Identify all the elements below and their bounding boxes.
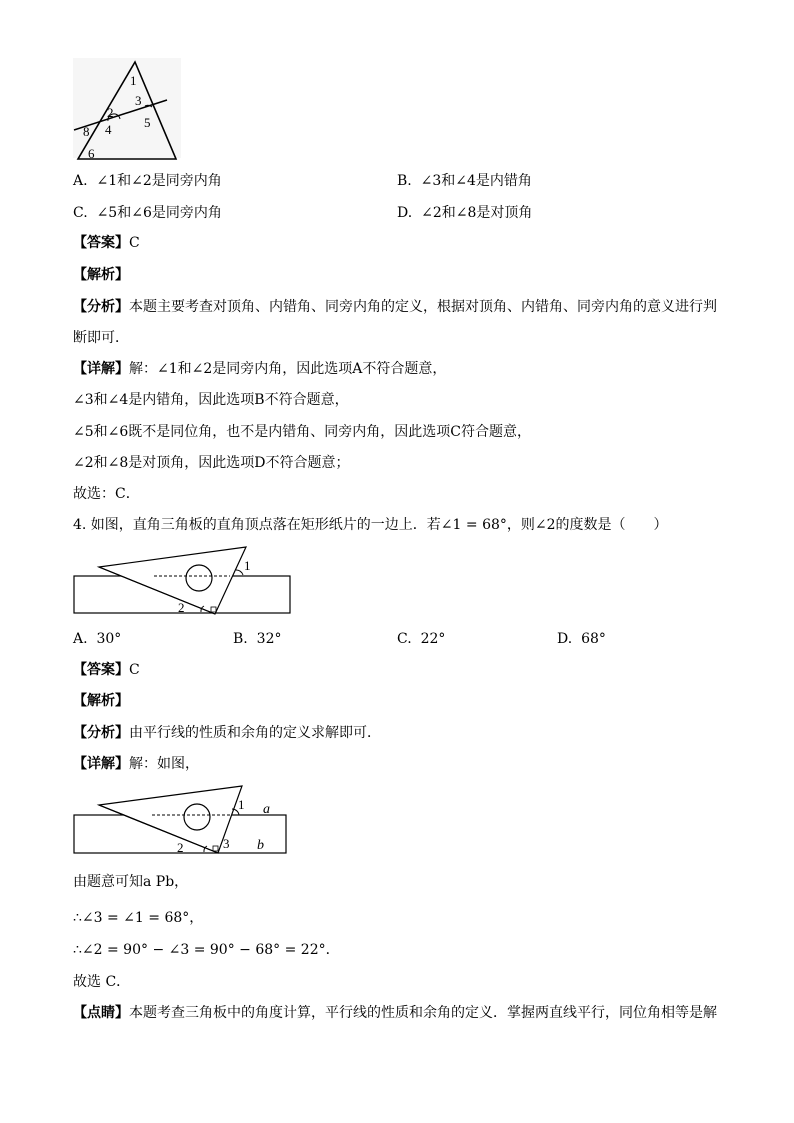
q3-answer-tag: 【答案】 <box>73 235 129 251</box>
q4-analysis-heading: 【解析】 <box>73 693 129 709</box>
q3-analysis-text1: 本题主要考查对顶角、内错角、同旁内角的定义，根据对顶角、内错角、同旁内角的意义进行判 <box>129 299 717 315</box>
q3-detail-tag: 【详解】 <box>73 361 129 377</box>
q3-answer-value: C <box>129 235 140 251</box>
q4-option-b-text: 32° <box>256 631 282 647</box>
q3-analysis-line2: 断即可． <box>73 330 129 346</box>
q4-sol-label-angle1: 1 <box>238 797 245 812</box>
q4-detail-tag: 【详解】 <box>73 756 129 772</box>
q4-figure <box>70 542 295 619</box>
q4-conclusion: 故选 C． <box>73 974 131 990</box>
q3-label-5: 5 <box>144 115 151 130</box>
q3-detail-text1: 解：∠1和∠2是同旁内角，因此选项A不符合题意， <box>129 361 447 377</box>
q4-analysis-text: 由平行线的性质和余角的定义求解即可． <box>129 725 381 741</box>
q4-option-d-letter: D. <box>557 631 573 647</box>
q4-comment-tag: 【点睛】 <box>73 1005 129 1021</box>
q3-analysis-heading: 【解析】 <box>73 267 129 283</box>
q4-sol-label-line-a: a <box>263 802 270 817</box>
q3-label-8: 8 <box>83 124 90 139</box>
q3-option-b <box>397 172 532 190</box>
q4-option-b-letter: B. <box>233 631 248 647</box>
q4-option-d-text: 68° <box>581 631 606 647</box>
q3-label-1: 1 <box>130 73 137 88</box>
q3-detail-line4: ∠2和∠8是对顶角，因此选项D不符合题意； <box>73 455 350 471</box>
q4-sol-label-angle2: 2 <box>177 840 184 855</box>
q3-option-c-letter: C. <box>73 205 88 221</box>
q4-comment <box>73 1004 717 1022</box>
q4-option-c-letter: C. <box>397 631 412 647</box>
q3-figure <box>70 55 185 165</box>
q3-option-a-text: ∠1和∠2是同旁内角 <box>96 173 222 189</box>
q4-answer-tag: 【答案】 <box>73 662 129 678</box>
q3-option-c <box>73 204 222 222</box>
q4-known: 由题意可知a Pb， <box>73 874 189 890</box>
q3-option-c-text: ∠5和∠6是同旁内角 <box>96 205 222 221</box>
q4-sol-label-angle3: 3 <box>223 836 230 851</box>
q4-step1: ∴∠3 = ∠1 = 68°， <box>73 910 204 926</box>
q3-conclusion: 故选：C． <box>73 486 140 502</box>
q3-answer <box>73 234 140 252</box>
q3-option-d-letter: D. <box>397 205 413 221</box>
q3-label-2: 2 <box>107 105 114 120</box>
q3-label-6: 6 <box>88 146 95 161</box>
q4-answer-value: C <box>129 662 140 678</box>
q3-analysis-line1 <box>73 298 717 316</box>
q4-answer <box>73 661 140 679</box>
q4-label-angle2: 2 <box>178 600 185 615</box>
q4-option-a-text: 30° <box>96 631 122 647</box>
q3-option-d-text: ∠2和∠8是对顶角 <box>421 205 533 221</box>
q4-label-angle1: 1 <box>244 558 251 573</box>
q3-option-d <box>397 204 532 222</box>
q4-comment-text: 本题考查三角板中的角度计算，平行线的性质和余角的定义．掌握两直线平行，同位角相等是解 <box>129 1005 717 1021</box>
q3-detail-line2: ∠3和∠4是内错角，因此选项B不符合题意， <box>73 392 349 408</box>
q3-option-b-text: ∠3和∠4是内错角 <box>420 173 532 189</box>
q4-option-a <box>73 630 121 648</box>
q4-option-a-letter: A. <box>73 631 88 647</box>
q3-label-4: 4 <box>105 122 112 137</box>
q4-step2: ∴∠2 = 90° − ∠3 = 90° − 68° = 22°． <box>73 942 340 958</box>
q3-analysis-tag: 【分析】 <box>73 299 129 315</box>
q4-analysis-tag: 【分析】 <box>73 725 129 741</box>
q4-option-b <box>233 630 281 648</box>
q4-detail <box>73 755 199 773</box>
q3-option-b-letter: B. <box>397 173 412 189</box>
q4-solution-figure <box>70 780 295 858</box>
q4-option-d <box>557 630 606 648</box>
q4-detail-text: 解：如图， <box>129 756 199 772</box>
q3-detail-line1 <box>73 360 446 378</box>
q4-option-c <box>397 630 445 648</box>
q3-option-a <box>73 172 222 190</box>
q4-question: 4. 如图，直角三角板的直角顶点落在矩形纸片的一边上．若∠1 = 68°，则∠2的度数是（ ） <box>73 517 668 533</box>
q4-analysis <box>73 724 381 742</box>
q3-label-3: 3 <box>135 93 142 108</box>
q4-sol-label-line-b: b <box>257 838 264 853</box>
q3-detail-line3: ∠5和∠6既不是同位角，也不是内错角、同旁内角，因此选项C符合题意， <box>73 424 531 440</box>
q3-option-a-letter: A. <box>73 173 88 189</box>
q4-option-c-text: 22° <box>420 631 446 647</box>
